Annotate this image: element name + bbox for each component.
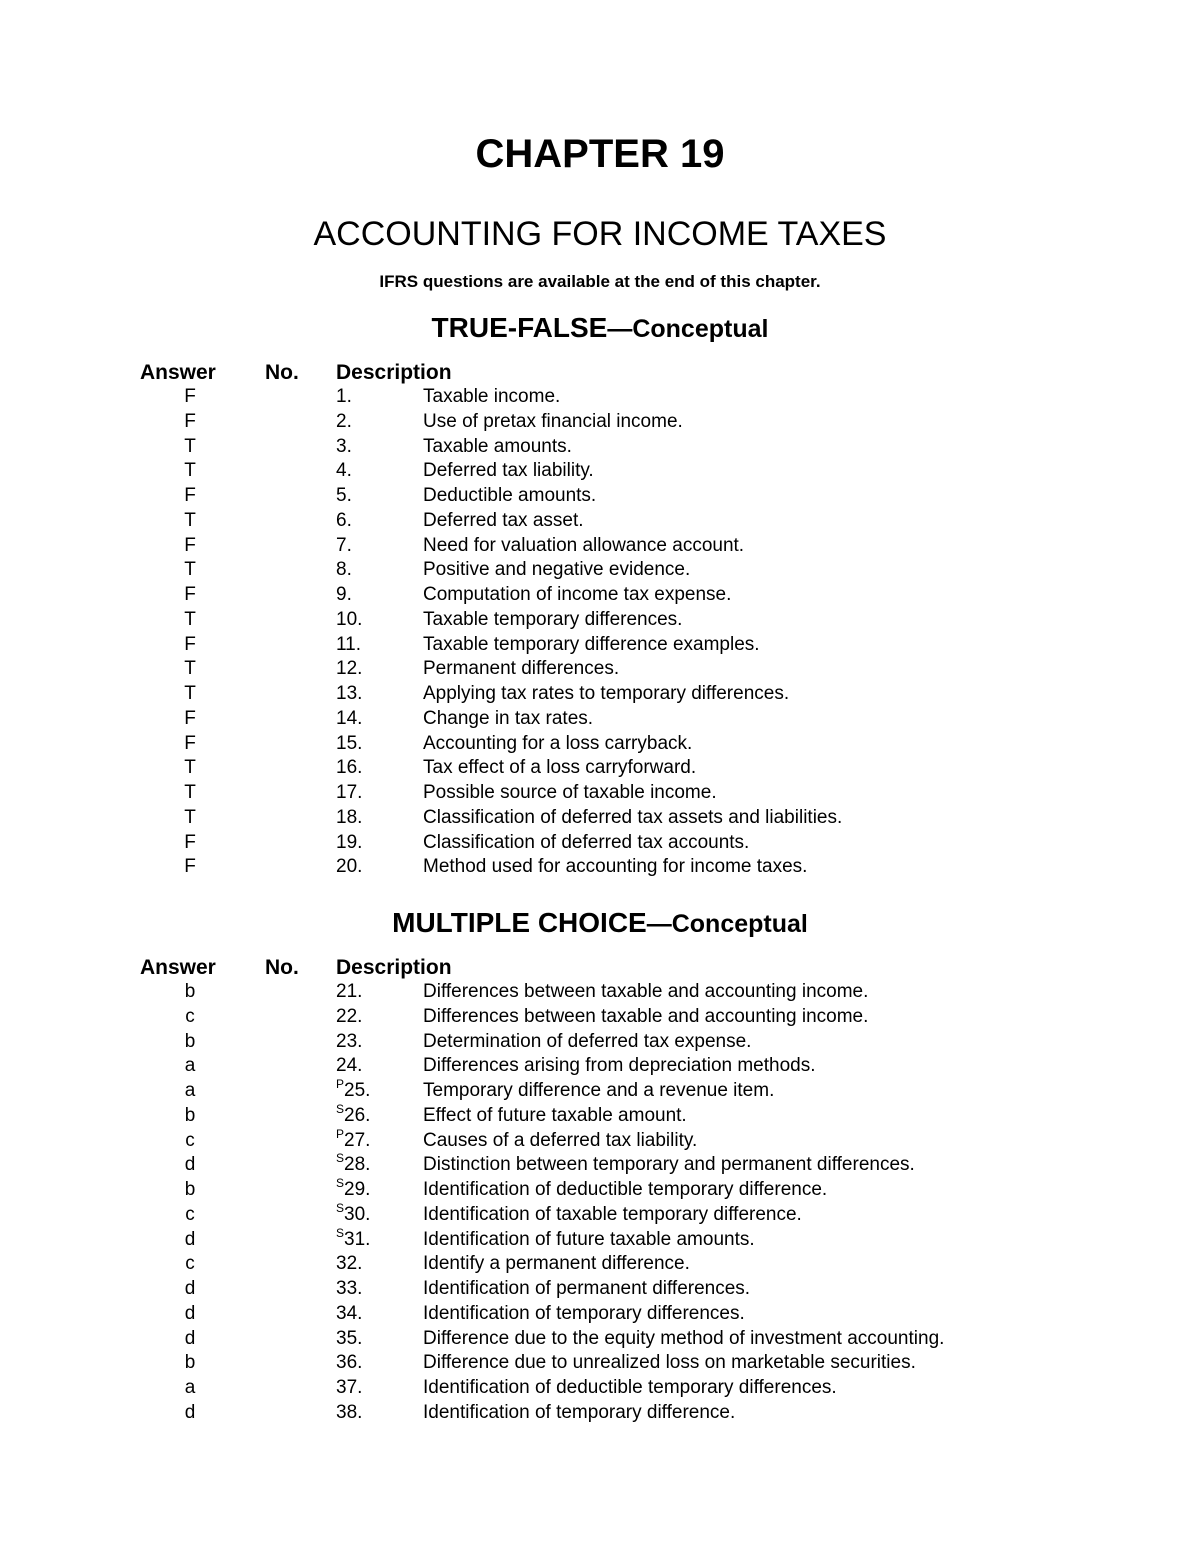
question-number: 22. <box>336 1005 363 1027</box>
question-number: 16. <box>336 757 363 779</box>
answer-cell: d <box>184 1327 196 1349</box>
description-cell: Deductible amounts. <box>423 485 597 506</box>
table-row <box>0 707 1200 732</box>
document-title: ACCOUNTING FOR INCOME TAXES <box>313 215 887 253</box>
number-column-header: No. <box>265 361 299 384</box>
number-cell <box>336 385 352 410</box>
answer-cell: b <box>184 1104 196 1126</box>
table-row <box>0 855 1200 880</box>
question-number: 2. <box>336 410 352 432</box>
number-cell <box>336 459 352 484</box>
table-row <box>0 534 1200 559</box>
question-number: 30. <box>344 1203 371 1225</box>
description-cell: Taxable temporary difference examples. <box>423 633 760 655</box>
table-row <box>0 1030 1200 1055</box>
question-source-marker: P <box>336 1126 345 1141</box>
answer-cell: d <box>184 1278 196 1299</box>
table-row <box>0 558 1200 583</box>
number-cell <box>336 657 362 682</box>
question-number: 8. <box>336 559 352 581</box>
table-row <box>0 1126 1200 1154</box>
question-number: 25. <box>344 1080 371 1101</box>
table-row <box>0 1153 1200 1178</box>
question-number: 32. <box>336 1253 363 1275</box>
number-cell <box>336 583 352 608</box>
number-cell <box>336 806 362 831</box>
number-cell <box>336 1302 362 1327</box>
question-number: 24. <box>336 1055 363 1077</box>
table-row <box>0 1277 1200 1302</box>
answer-cell: a <box>184 1080 196 1101</box>
answer-cell: F <box>184 485 196 506</box>
number-cell <box>336 1252 362 1277</box>
description-cell: Tax effect of a loss carryforward. <box>423 757 697 779</box>
description-cell: Effect of future taxable amount. <box>423 1104 687 1126</box>
description-cell: Identification of permanent differences. <box>423 1278 751 1299</box>
table-row <box>0 781 1200 806</box>
true-false-rows <box>0 385 1200 880</box>
answer-cell: F <box>184 732 196 754</box>
number-cell <box>336 756 362 781</box>
question-number: 1. <box>336 386 352 407</box>
answer-cell: c <box>185 1203 195 1225</box>
description-cell: Identification of deductible temporary difference. <box>423 1179 828 1200</box>
number-cell <box>336 1101 371 1130</box>
question-number: 6. <box>336 509 352 531</box>
number-cell <box>336 484 352 509</box>
table-row <box>0 484 1200 509</box>
multiple-choice-rows <box>0 980 1200 1426</box>
number-cell <box>336 1005 362 1030</box>
table-row <box>0 831 1200 856</box>
question-number: 7. <box>336 534 352 556</box>
description-cell: Classification of deferred tax assets and liabilities. <box>423 806 843 828</box>
description-cell: Positive and negative evidence. <box>423 559 691 581</box>
table-row <box>0 657 1200 682</box>
description-cell: Identify a permanent difference. <box>423 1253 690 1275</box>
number-cell <box>336 1200 371 1229</box>
answer-cell: T <box>184 782 196 803</box>
description-cell: Possible source of taxable income. <box>423 782 717 803</box>
description-cell: Method used for accounting for income taxes. <box>423 856 808 878</box>
number-cell <box>336 1351 362 1376</box>
number-cell <box>336 1178 370 1204</box>
description-cell: Differences between taxable and accounting income. <box>423 981 869 1002</box>
description-cell: Identification of temporary difference. <box>423 1401 736 1423</box>
table-row <box>0 1252 1200 1277</box>
description-cell: Determination of deferred tax expense. <box>423 1030 752 1052</box>
table-row <box>0 1178 1200 1203</box>
number-cell <box>336 534 352 559</box>
number-cell <box>336 558 352 583</box>
table-row <box>0 1079 1200 1104</box>
answer-cell: c <box>185 1005 195 1027</box>
table-row <box>0 1351 1200 1376</box>
question-number: 3. <box>336 435 352 457</box>
answer-cell: F <box>184 410 196 432</box>
number-cell <box>336 1030 362 1055</box>
description-cell: Identification of future taxable amounts. <box>423 1228 755 1250</box>
question-number: 13. <box>336 683 363 704</box>
number-cell <box>336 633 361 658</box>
multiple-choice-heading-main: MULTIPLE CHOICE <box>392 907 647 938</box>
question-number: 31. <box>344 1228 371 1250</box>
description-cell: Use of pretax financial income. <box>423 410 683 432</box>
table-row <box>0 608 1200 633</box>
number-column-header: No. <box>265 956 299 979</box>
answer-cell: b <box>184 1030 196 1052</box>
table-row <box>0 459 1200 484</box>
number-cell <box>336 509 352 534</box>
number-cell <box>336 781 362 806</box>
table-row <box>0 633 1200 658</box>
question-number: 38. <box>336 1401 363 1423</box>
answer-cell: T <box>184 683 196 704</box>
number-cell <box>336 1401 362 1426</box>
question-source-marker: P <box>336 1077 345 1091</box>
table-row <box>0 1101 1200 1129</box>
table-row <box>0 435 1200 460</box>
answer-cell: F <box>184 534 196 556</box>
question-number: 4. <box>336 460 352 482</box>
question-number: 21. <box>336 981 363 1002</box>
question-number: 18. <box>336 806 363 828</box>
number-cell <box>336 1054 362 1079</box>
question-number: 29. <box>344 1179 371 1200</box>
description-cell: Identification of temporary differences. <box>423 1302 745 1324</box>
answer-cell: T <box>184 460 196 482</box>
answer-cell: d <box>184 1154 196 1176</box>
description-cell: Identification of taxable temporary difference. <box>423 1203 802 1225</box>
answer-cell: a <box>184 1377 196 1398</box>
question-number: 36. <box>336 1352 363 1374</box>
description-cell: Differences arising from depreciation methods. <box>423 1055 816 1077</box>
question-number: 14. <box>336 707 363 729</box>
number-cell <box>336 980 362 1005</box>
description-cell: Applying tax rates to temporary differences. <box>423 683 790 704</box>
answer-cell: d <box>184 1302 196 1324</box>
answer-column-header: Answer <box>140 956 216 979</box>
answer-cell: F <box>184 584 196 605</box>
answer-cell: F <box>184 386 196 407</box>
table-row <box>0 1327 1200 1352</box>
question-number: 20. <box>336 856 363 878</box>
table-row <box>0 410 1200 435</box>
answer-cell: c <box>185 1253 195 1275</box>
answer-cell: d <box>184 1401 196 1423</box>
table-row <box>0 1401 1200 1426</box>
number-cell <box>336 1225 371 1254</box>
true-false-heading-sub: —Conceptual <box>607 315 769 343</box>
answer-cell: T <box>184 658 196 680</box>
description-cell: Classification of deferred tax accounts. <box>423 831 750 853</box>
description-cell: Causes of a deferred tax liability. <box>423 1129 698 1151</box>
description-cell: Distinction between temporary and permanent differences. <box>423 1154 915 1176</box>
question-source-marker: S <box>336 1200 345 1215</box>
description-cell: Taxable income. <box>423 386 561 407</box>
number-cell <box>336 1079 370 1105</box>
number-cell <box>336 831 362 856</box>
description-cell: Taxable amounts. <box>423 435 572 457</box>
description-cell: Identification of deductible temporary differences. <box>423 1377 837 1398</box>
answer-cell: F <box>184 856 196 878</box>
number-cell <box>336 435 352 460</box>
answer-column-header: Answer <box>140 361 216 384</box>
true-false-heading <box>0 312 1200 344</box>
question-source-marker: S <box>336 1151 345 1166</box>
table-row <box>0 1302 1200 1327</box>
description-cell: Permanent differences. <box>423 658 620 680</box>
table-header-row <box>0 955 1200 980</box>
table-row <box>0 756 1200 781</box>
question-source-marker: S <box>336 1225 345 1240</box>
number-cell <box>336 682 362 707</box>
answer-cell: d <box>184 1228 196 1250</box>
table-row <box>0 980 1200 1005</box>
number-cell <box>336 410 352 435</box>
question-number: 17. <box>336 782 363 803</box>
question-number: 23. <box>336 1030 363 1052</box>
table-row <box>0 1005 1200 1030</box>
description-cell: Accounting for a loss carryback. <box>423 732 693 754</box>
table-row <box>0 1225 1200 1253</box>
answer-cell: b <box>184 1179 196 1200</box>
true-false-table <box>0 360 1200 880</box>
question-number: 5. <box>336 485 352 506</box>
description-cell: Difference due to unrealized loss on marketable securities. <box>423 1352 916 1374</box>
question-number: 37. <box>336 1377 363 1398</box>
table-row <box>0 682 1200 707</box>
number-cell <box>336 855 362 880</box>
table-header-row <box>0 360 1200 385</box>
answer-cell: T <box>184 608 196 630</box>
table-row <box>0 509 1200 534</box>
answer-cell: F <box>184 707 196 729</box>
description-cell: Computation of income tax expense. <box>423 584 732 605</box>
answer-cell: T <box>184 509 196 531</box>
answer-cell: T <box>184 806 196 828</box>
number-cell <box>336 707 362 732</box>
answer-cell: T <box>184 435 196 457</box>
question-number: 27. <box>344 1129 371 1151</box>
answer-cell: F <box>184 633 196 655</box>
number-cell <box>336 1376 362 1401</box>
question-number: 34. <box>336 1302 363 1324</box>
multiple-choice-heading <box>0 907 1200 939</box>
answer-cell: T <box>184 757 196 779</box>
question-number: 28. <box>344 1154 371 1176</box>
true-false-heading-main: TRUE-FALSE <box>431 312 608 343</box>
ifrs-note: IFRS questions are available at the end of this chapter. <box>379 272 821 291</box>
table-row <box>0 1054 1200 1079</box>
number-cell <box>336 732 362 757</box>
description-column-header: Description <box>336 361 452 384</box>
question-number: 33. <box>336 1278 363 1299</box>
question-number: 11. <box>336 633 362 655</box>
description-cell: Deferred tax liability. <box>423 460 594 482</box>
chapter-heading: CHAPTER 19 <box>475 132 725 176</box>
table-row <box>0 1200 1200 1228</box>
answer-cell: T <box>184 559 196 581</box>
number-cell <box>336 608 362 633</box>
table-row <box>0 583 1200 608</box>
number-cell <box>336 1327 362 1352</box>
multiple-choice-table <box>0 955 1200 1426</box>
description-cell: Temporary difference and a revenue item. <box>423 1080 775 1101</box>
number-cell <box>336 1277 362 1302</box>
answer-cell: a <box>184 1055 196 1077</box>
question-source-marker: S <box>336 1101 345 1116</box>
table-row <box>0 732 1200 757</box>
description-cell: Change in tax rates. <box>423 707 594 729</box>
description-cell: Need for valuation allowance account. <box>423 534 745 556</box>
question-number: 26. <box>344 1104 371 1126</box>
answer-cell: F <box>184 831 196 853</box>
question-number: 35. <box>336 1327 363 1349</box>
description-cell: Taxable temporary differences. <box>423 608 683 630</box>
answer-cell: c <box>185 1129 195 1151</box>
question-number: 19. <box>336 831 363 853</box>
answer-cell: b <box>184 1352 196 1374</box>
table-row <box>0 385 1200 410</box>
question-number: 10. <box>336 608 363 630</box>
multiple-choice-heading-sub: —Conceptual <box>646 910 808 938</box>
question-number: 9. <box>336 584 352 605</box>
question-source-marker: S <box>336 1176 345 1190</box>
answer-cell: b <box>184 981 196 1002</box>
table-row <box>0 806 1200 831</box>
description-column-header: Description <box>336 956 452 979</box>
description-cell: Differences between taxable and accounting income. <box>423 1005 869 1027</box>
question-number: 15. <box>336 732 363 754</box>
description-cell: Deferred tax asset. <box>423 509 584 531</box>
table-row <box>0 1376 1200 1401</box>
description-cell: Difference due to the equity method of investment accounting. <box>423 1327 945 1349</box>
question-number: 12. <box>336 658 363 680</box>
